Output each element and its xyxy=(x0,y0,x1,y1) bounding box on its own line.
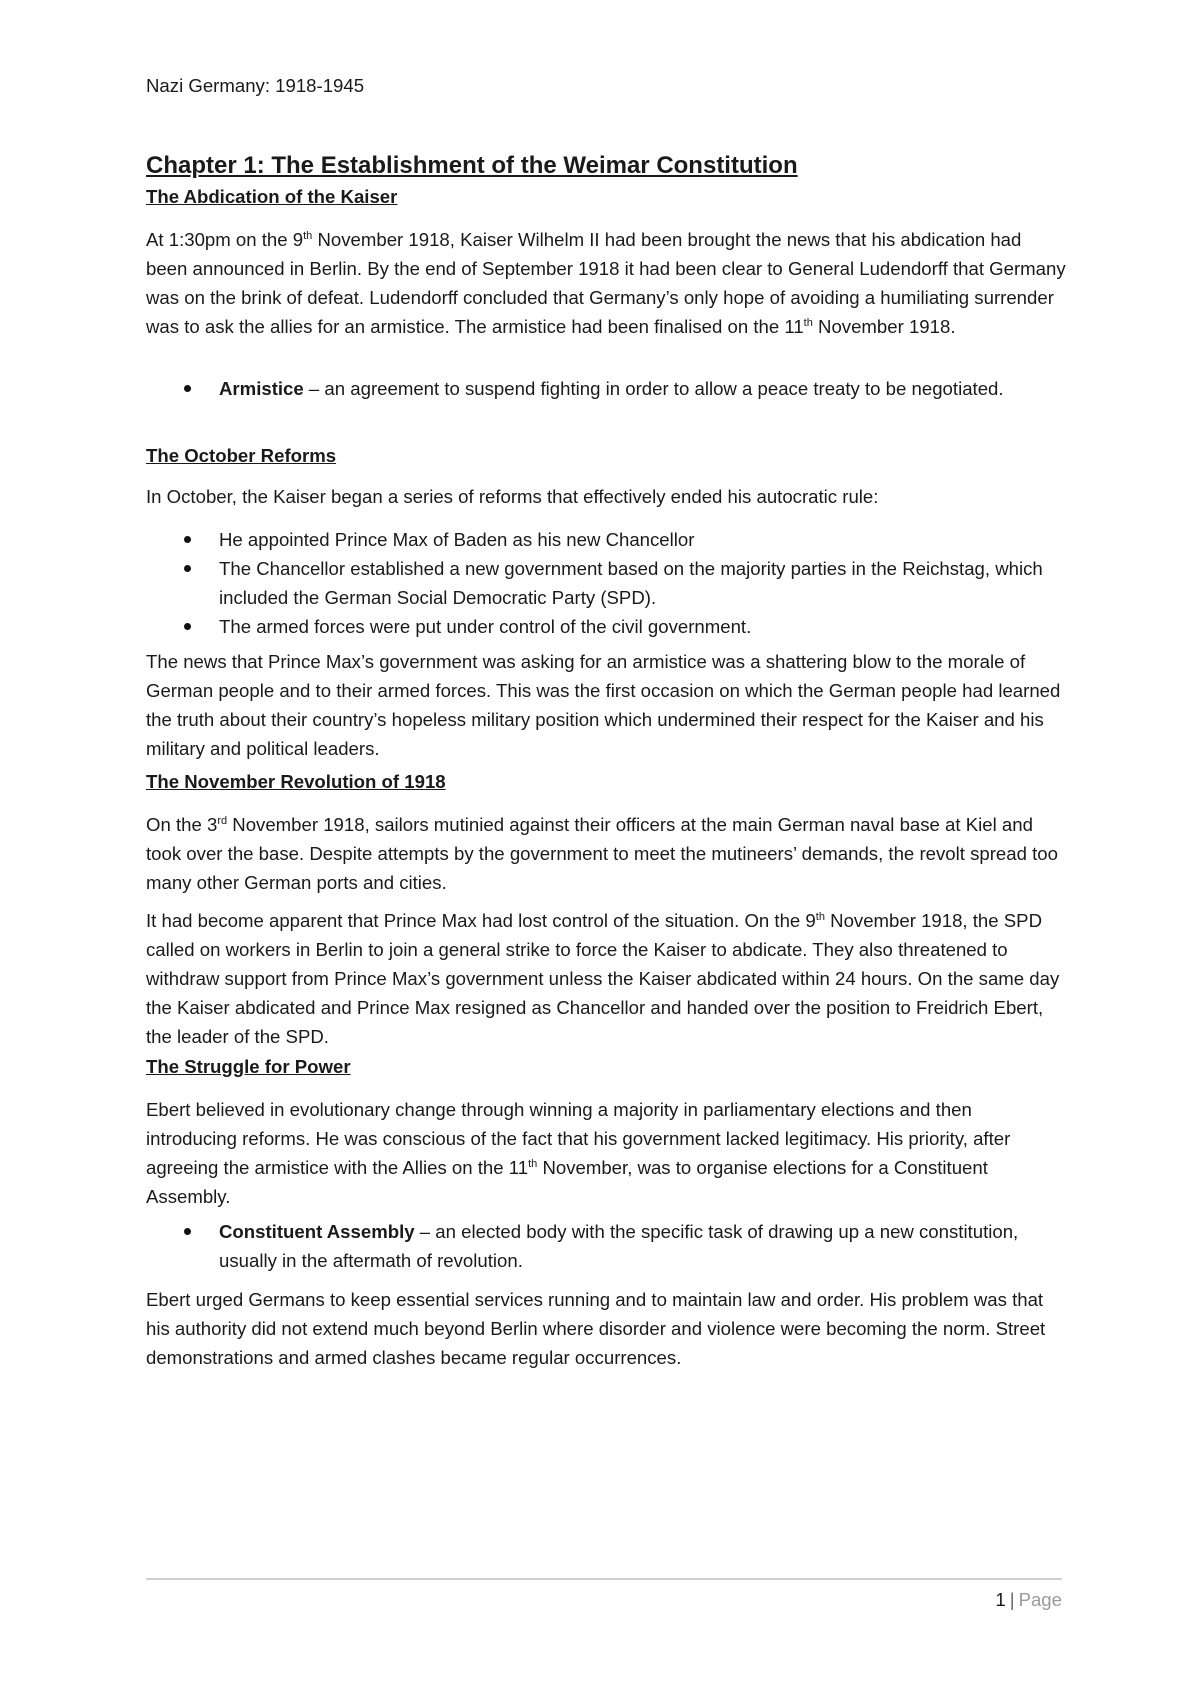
section-heading: The Abdication of the Kaiser xyxy=(146,186,398,207)
bullet-icon xyxy=(184,623,191,630)
footer-separator: | xyxy=(1009,1589,1015,1610)
list-item: He appointed Prince Max of Baden as his new Chancellor xyxy=(146,525,1066,554)
section-october xyxy=(146,443,1066,469)
list-item: Constituent Assembly – an elected body with the specific task of drawing up a new constitution, usually in the aftermath of revolution. xyxy=(146,1217,1066,1275)
november-paragraph-1: On the 3rd November 1918, sailors mutinied against their officers at the main German naval base at Kiel and took over the base. Despite attempts by the government to meet the mutineers’ demands, the revolt spread too many other German ports and cities. xyxy=(146,814,1058,893)
bullet-icon xyxy=(184,1228,191,1235)
october-paragraph: The news that Prince Max’s government was asking for an armistice was a shattering blow to the morale of German people and to their armed forces. This was the first occasion on which the German people had learned the truth about their country’s hopeless military position which undermined their respect for the Kaiser and his military and political leaders. xyxy=(146,651,1061,759)
page-footer xyxy=(995,1588,1062,1612)
section-abdication xyxy=(146,184,1066,210)
section-struggle xyxy=(146,1054,1066,1080)
struggle-paragraph-2: Ebert urged Germans to keep essential services running and to maintain law and order. His problem was that his authority did not extend much beyond Berlin where disorder and violence were becoming the norm. Street demonstrations and armed clashes became regular occurrences. xyxy=(146,1289,1046,1368)
abdication-paragraph: At 1:30pm on the 9th November 1918, Kaiser Wilhelm II had been brought the news that his abdication had been announced in Berlin. By the end of September 1918 it had been clear to General Ludendorff that Germany was on the brink of defeat. Ludendorff concluded that Germany’s only hope of avoiding a humiliating surrender was to ask the allies for an armistice. The armistice had been finalised on the 11th November 1918. xyxy=(146,229,1066,337)
bullet-icon xyxy=(184,565,191,572)
list-item: Armistice – an agreement to suspend fighting in order to allow a peace treaty to be negotiated. xyxy=(146,374,1066,403)
section-heading: The November Revolution of 1918 xyxy=(146,771,446,792)
november-paragraph-2: It had become apparent that Prince Max had lost control of the situation. On the 9th November 1918, the SPD called on workers in Berlin to join a general strike to force the Kaiser to abdicate. They also threatened to withdraw support from Prince Max’s government unless the Kaiser abdicated within 24 hours. On the same day the Kaiser abdicated and Prince Max resigned as Chancellor and handed over the position to Freidrich Ebert, the leader of the SPD. xyxy=(146,910,1060,1047)
section-heading: The October Reforms xyxy=(146,445,337,466)
struggle-paragraph-1: Ebert believed in evolutionary change through winning a majority in parliamentary elections and then introducing reforms. He was conscious of the fact that his government lacked legitimacy. His priority, after agreeing the armistice with the Allies on the 11th November, was to organise elections for a Constituent Assembly. xyxy=(146,1099,1011,1207)
footer-divider xyxy=(146,1578,1062,1580)
october-list xyxy=(146,525,1066,641)
list-item: The Chancellor established a new government based on the majority parties in the Reichstag, which included the German Social Democratic Party (SPD). xyxy=(146,554,1066,612)
bullet-icon xyxy=(184,536,191,543)
page-number: 1 xyxy=(995,1589,1006,1610)
chapter-title: Chapter 1: The Establishment of the Weimar Constitution xyxy=(146,152,798,179)
bullet-icon xyxy=(184,385,191,392)
october-intro: In October, the Kaiser began a series of reforms that effectively ended his autocratic rule: xyxy=(146,486,879,507)
page-label: Page xyxy=(1018,1589,1062,1610)
constituent-assembly-definition xyxy=(146,1217,1066,1275)
section-heading: The Struggle for Power xyxy=(146,1056,351,1077)
armistice-definition xyxy=(146,374,1066,403)
list-item: The armed forces were put under control of the civil government. xyxy=(146,612,1066,641)
running-header: Nazi Germany: 1918-1945 xyxy=(146,75,365,96)
section-november xyxy=(146,769,1066,795)
